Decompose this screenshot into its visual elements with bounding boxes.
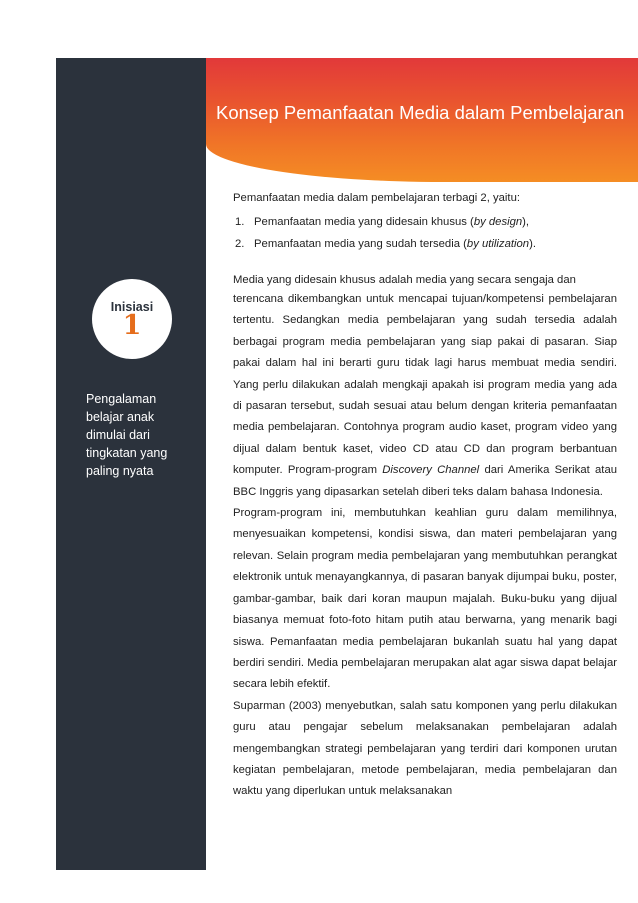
list-number: 1.	[235, 216, 245, 228]
sidebar-note: Pengalaman belajar anak dimulai dari tingkatan yang paling nyata	[86, 392, 168, 478]
badge-label: Inisiasi	[110, 300, 154, 314]
main-content	[233, 189, 617, 803]
header-banner	[206, 58, 638, 182]
list-text: Pemanfaatan media yang didesain khusus (	[254, 216, 474, 228]
badge-number: 1	[122, 310, 142, 341]
paragraph-1-text-a: terencana dikembangkan untuk mencapai tujuan/kompetensi pembelajaran tertentu. Sedangkan media pembelajaran yang sudah tersedia adalah berbagai program media pembelajaran yang siap pakai di pasaran. Siap pakai dalam hal ini berarti guru tidak lagi harus membuat media sendiri. Yang perlu dilakukan adalah mengkaji apakah isi program media yang ada di pasaran tersebut, sudah sesuai atau belum dengan kriteria pemanfaatan media pembelajaran. Contohnya program audio kaset, program video yang dijual dalam bentuk kaset, video CD atau CD dan program berbantuan komputer. Program-program	[233, 293, 617, 477]
intro-text: Pemanfaatan media dalam pembelajaran terbagi 2, yaitu:	[233, 192, 520, 204]
paragraph-2: Program-program ini, membutuhkan keahlian guru dalam memilihnya, menyesuaikan kompetensi, kondisi siswa, dan materi pembelajaran yang relevan. Selain program media pembelajaran yang membutuhkan perangkat elektronik untuk menayangkannya, di pasaran banyak dijumpai buku, poster, gambar-gambar, baik dari koran maupun majalah. Buku-buku yang dijual biasanya memuat foto-foto hitam putih atau berwarna, yang menarik bagi siswa. Pemanfaatan media pembelajaran bukanlah suatu hal yang dapat berdiri sendiri. Media pembelajaran merupakan alat agar siswa dapat belajar secara lebih efektif.	[233, 507, 617, 691]
paragraph-1-lead: Media yang didesain khusus adalah media yang secara sengaja dan	[233, 274, 576, 286]
list-end: ),	[522, 216, 530, 228]
paragraph-3: Suparman (2003) menyebutkan, salah satu komponen yang perlu dilakukan guru atau pengajar sebelum melaksanakan pembelajaran adalah mengembangkan strategi pembelajaran yang terdiri dari komponen urutan kegiatan pembelajaran, metode pembelajaran, media pembelajaran dan waktu yang diperlukan untuk melaksanakan	[233, 699, 617, 798]
list-item	[233, 211, 617, 233]
paragraph-1-italic: Discovery Channel	[382, 464, 480, 477]
list-item	[233, 233, 617, 255]
list-italic: by design	[473, 216, 523, 228]
paragraph-1-text-b: dari Amerika Serikat atau BBC Inggris yang dipasarkan setelah diberi teks dalam bahasa Indonesia.	[233, 464, 618, 498]
page-title: Konsep Pemanfaatan Media dalam Pembelajaran	[216, 102, 625, 123]
utilization-list	[233, 211, 617, 255]
list-number: 2.	[235, 238, 245, 250]
list-text: Pemanfaatan media yang sudah tersedia (	[254, 238, 467, 250]
list-end: ).	[529, 238, 536, 250]
paragraph-1	[233, 289, 617, 503]
inisiasi-badge	[92, 279, 172, 359]
list-italic: by utilization	[466, 238, 530, 250]
